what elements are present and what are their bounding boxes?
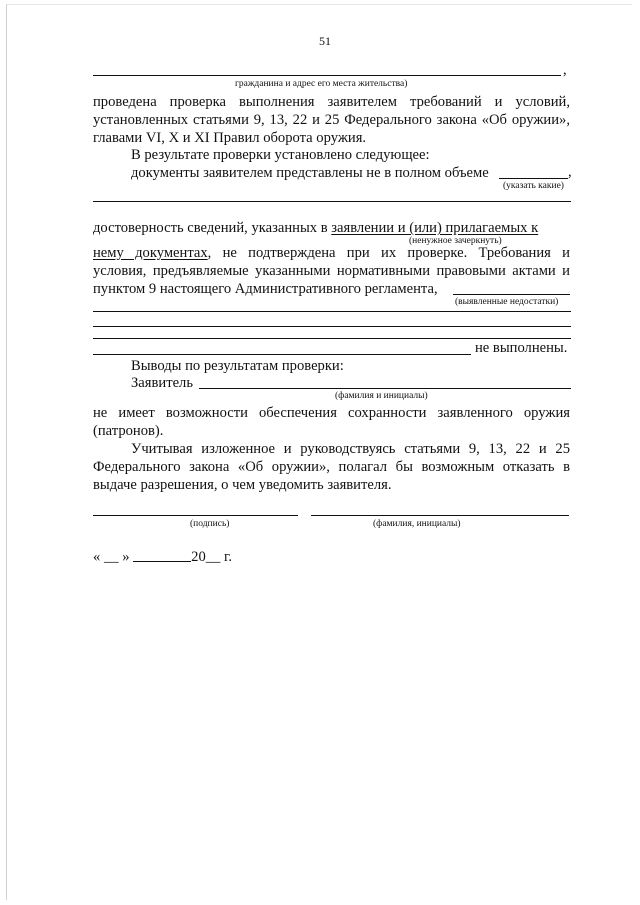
date-day-blank: __	[103, 549, 119, 565]
deficiencies-line-4	[93, 354, 471, 355]
citizen-address-line	[93, 75, 561, 76]
decision-line-1: Учитывая изложенное и руководствуясь статьями 9, 13, 22 и 25	[131, 441, 570, 457]
decision-line-3: выдаче разрешения, о чем уведомить заявителя.	[93, 477, 392, 493]
applicant-label: Заявитель	[131, 375, 193, 391]
reliability-line-2	[93, 244, 570, 262]
applicant-name-caption: (фамилия и инициалы)	[335, 391, 428, 401]
citizen-address-caption: гражданина и адрес его места жительства)	[235, 79, 408, 89]
conclusions-line-1: не имеет возможности обеспечения сохранности заявленного оружия	[93, 405, 570, 421]
date-suffix: г.	[224, 549, 232, 565]
reliability-underlined-2: нему документах	[93, 245, 208, 261]
decision-line-2: Федерального закона «Об оружии», полагал бы возможным отказать в	[93, 459, 570, 475]
docs-list-line	[93, 201, 571, 202]
intro-line-2: установленных статьями 9, 13, 22 и 25 Федерального закона «Об оружии»,	[93, 112, 570, 128]
signature-line	[93, 515, 298, 516]
citizen-address-trailing-comma: ,	[563, 62, 567, 78]
result-title: В результате проверки установлено следующее:	[131, 147, 430, 163]
docs-incomplete-line	[499, 178, 568, 179]
signature-name-caption: (фамилия, инициалы)	[373, 519, 461, 529]
reliability-text-2: , не подтверждена при их проверке. Требования и	[207, 245, 570, 261]
intro-line-1: проведена проверка выполнения заявителем требований и условий,	[93, 94, 570, 110]
date-line	[93, 548, 232, 566]
deficiencies-caption: (выявленные недостатки)	[455, 297, 559, 307]
conclusions-line-2: (патронов).	[93, 423, 164, 439]
signature-caption: (подпись)	[190, 519, 230, 529]
intro-line-3: главами VI, X и XI Правил оборота оружия.	[93, 130, 367, 146]
deficiencies-inline-line	[453, 294, 570, 295]
docs-incomplete-text: документы заявителем представлены не в полном объеме	[131, 165, 489, 181]
signature-name-line	[311, 515, 569, 516]
page-number: 51	[319, 34, 331, 48]
date-close-quote: »	[122, 549, 130, 565]
docs-incomplete-caption: (указать какие)	[503, 181, 564, 191]
date-year-blank: __	[205, 549, 221, 565]
date-year: 20	[191, 549, 206, 565]
reliability-line-1	[93, 219, 570, 237]
date-month-blank	[133, 549, 191, 562]
deficiencies-line-1	[93, 311, 571, 312]
date-open-quote: «	[93, 549, 101, 565]
not-fulfilled-text: не выполнены.	[475, 340, 568, 356]
strike-out-caption: (ненужное зачеркнуть)	[409, 236, 502, 246]
applicant-name-line	[199, 388, 571, 389]
conclusions-title: Выводы по результатам проверки:	[131, 358, 344, 374]
docs-incomplete-trailing-comma: ,	[568, 164, 572, 180]
reliability-line-4: пунктом 9 настоящего Административного регламента,	[93, 281, 438, 297]
reliability-text: достоверность сведений, указанных в	[93, 220, 328, 236]
deficiencies-line-2	[93, 326, 571, 327]
reliability-line-3: условия, предъявляемые указанными нормативными правовыми актами и	[93, 263, 570, 279]
reliability-underlined-1: заявлении и (или) прилагаемых к	[331, 220, 539, 236]
